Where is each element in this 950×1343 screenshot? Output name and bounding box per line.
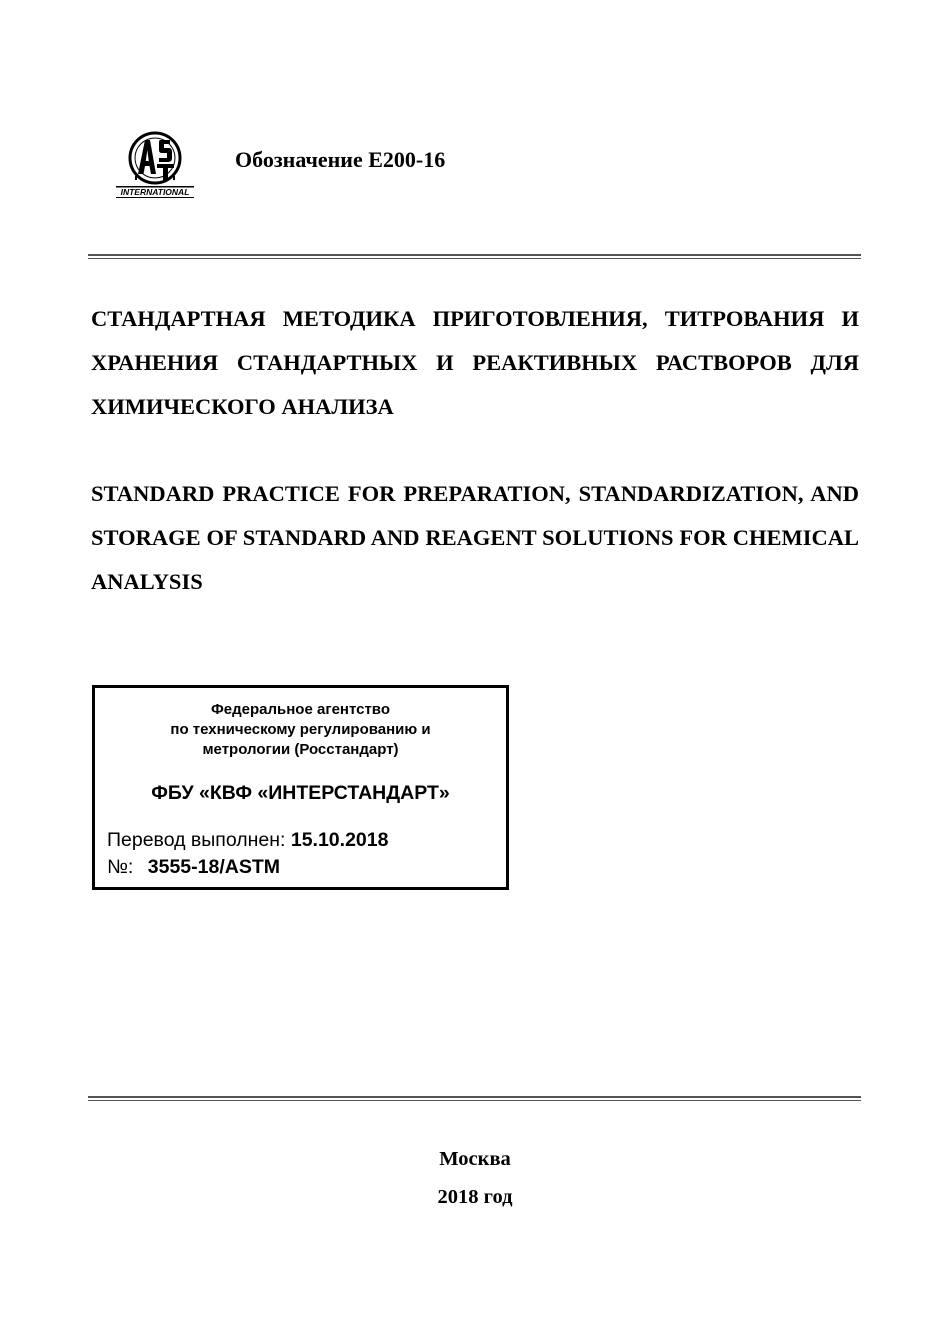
translation-stamp-box	[92, 685, 509, 890]
translation-date-row	[107, 829, 388, 852]
agency-line-1: Федеральное агентство	[210, 701, 390, 718]
translation-number-value: 3555-18/ASTM	[147, 856, 280, 878]
organization-name: ФБУ «КВФ «ИНТЕРСТАНДАРТ»	[151, 782, 450, 804]
title-russian: СТАНДАРТНАЯ МЕТОДИКА ПРИГОТОВЛЕНИЯ, ТИТРОВАНИЯ И ХРАНЕНИЯ СТАНДАРТНЫХ И РЕАКТИВНЫХ РАСТВОРОВ ДЛЯ ХИМИЧЕСКОГО АНАЛИЗА	[91, 306, 859, 419]
document-designation: Обозначение E200-16	[235, 147, 446, 172]
top-divider	[88, 254, 861, 259]
logo-subtext: INTERNATIONAL	[120, 187, 190, 197]
astm-logo-icon	[112, 126, 198, 200]
translation-date-value: 15.10.2018	[290, 829, 389, 851]
translation-number-row	[107, 856, 280, 879]
agency-name	[95, 700, 506, 760]
publication-city: Москва	[439, 1148, 511, 1170]
bottom-divider	[88, 1096, 861, 1101]
translation-number-label: №:	[107, 856, 134, 878]
agency-line-2: по техническому регулированию и	[170, 721, 431, 738]
title-english: STANDARD PRACTICE FOR PREPARATION, STANDARDIZATION, AND STORAGE OF STANDARD AND REAGENT SOLUTIONS FOR CHEMICAL ANALYSIS	[91, 481, 859, 594]
translation-date-label: Перевод выполнен:	[107, 829, 286, 851]
agency-line-3: метрологии (Росстандарт)	[202, 741, 399, 758]
publication-year: 2018 год	[437, 1186, 513, 1208]
astm-international-logo	[112, 126, 198, 200]
